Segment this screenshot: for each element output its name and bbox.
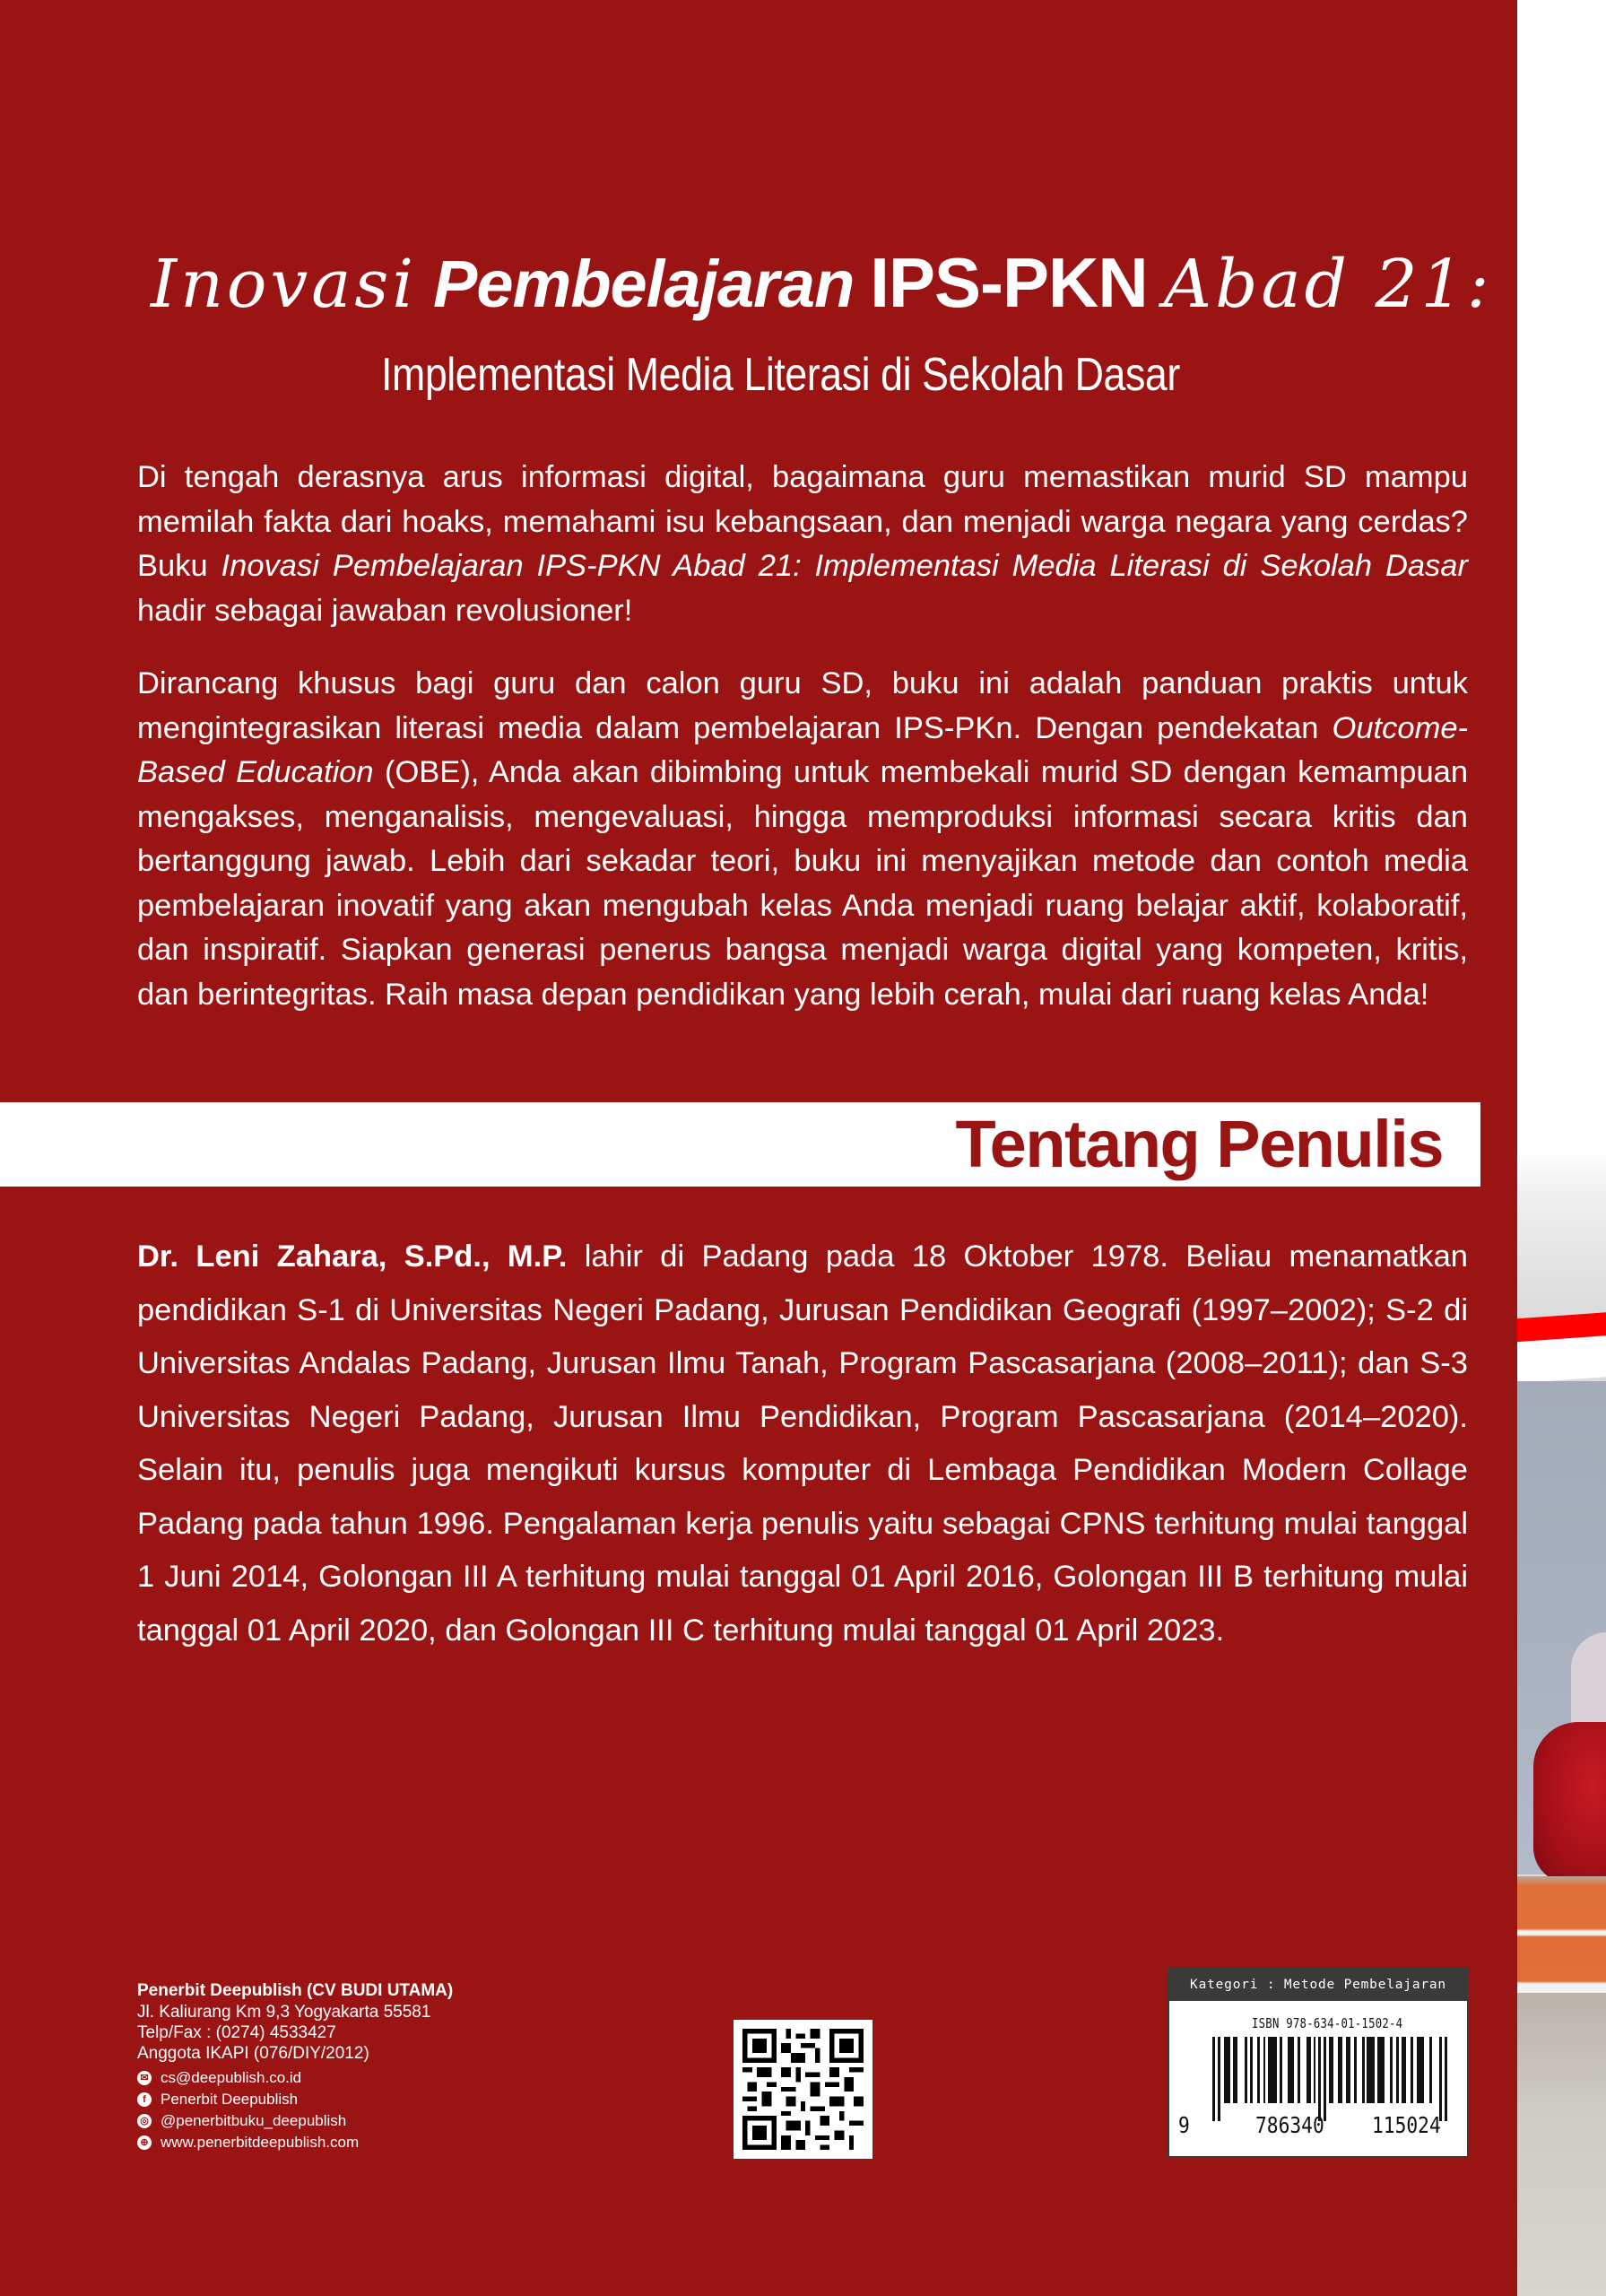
publisher-info (137, 1980, 453, 2153)
publisher-contacts (137, 2067, 453, 2153)
barcode-icon (1212, 2037, 1453, 2121)
title-word-pembelajaran: Pembelajaran (433, 247, 855, 321)
globe-icon: ⊕ (137, 2135, 152, 2150)
contact-email-text: cs@deepublish.co.id (161, 2069, 302, 2086)
contact-facebook-text: Penerbit Deepublish (161, 2091, 299, 2108)
blurb-p1-italic-title: Inovasi Pembelajaran IPS-PKN Abad 21: Implementasi Media Literasi di Sekolah Dasar (221, 549, 1468, 583)
blurb-p2-text: Dirancang khusus bagi guru dan calon guru SD, buku ini adalah panduan praktis untuk mengintegrasikan literasi media dalam pembelajaran IPS-PKn. Dengan pendekatan (137, 666, 1468, 745)
title-word-ips-pkn: IPS-PKN (870, 243, 1148, 322)
contact-website-text: www.penerbitdeepublish.com (161, 2134, 360, 2151)
book-subtitle: Implementasi Media Literasi di Sekolah Dasar (381, 349, 1180, 401)
publisher-name: Penerbit Deepublish (CV BUDI UTAMA) (137, 1981, 454, 2000)
author-name: Dr. Leni Zahara, S.Pd., M.P. (137, 1239, 568, 1274)
facebook-icon: f (137, 2092, 152, 2107)
contact-email[interactable] (137, 2067, 453, 2089)
author-bio-text: lahir di Padang pada 18 Oktober 1978. Beliau menamatkan pendidikan S-1 di Universitas Negeri Padang, Jurusan Pendidikan Geografi (1997–2002); S-2 di Universitas Andalas Padang, Jurusan Ilmu Tanah, Program Pascasarjana (2008–2011); dan S-3 Universitas Negeri Padang, Jurusan Ilmu Pendidikan, Program Pascasarjana (2014–2020). Selain itu, penulis juga mengikuti kursus komputer di Lembaga Pendidikan Modern Collage Padang pada tahun 1996. Pengalaman kerja penulis yaitu sebagai CPNS terhitung mulai tanggal 1 Juni 2014, Golongan III A terhitung mulai tanggal 01 April 2016, Golongan III B terhitung mulai tanggal 01 April 2020, dan Golongan III C terhitung mulai tanggal 01 April 2023. (137, 1239, 1468, 1648)
isbn-barcode-box (1168, 1967, 1469, 2158)
instagram-icon: ◎ (137, 2114, 152, 2128)
title-word-abad21: Abad 21: (1163, 246, 1493, 323)
barcode-lead-digit: 9 (1178, 2112, 1190, 2138)
qr-code-icon (742, 2029, 864, 2150)
photo-red-garment (1533, 1722, 1606, 1883)
qr-code[interactable] (734, 2020, 872, 2159)
publisher-phone: Telp/Fax : (0274) 4533427 (137, 2023, 336, 2042)
contact-website[interactable] (137, 2132, 453, 2153)
author-bio (137, 1231, 1468, 1657)
contact-instagram-text: @penerbitbuku_deepublish (161, 2112, 347, 2129)
cover-photo-strip (1517, 0, 1606, 2296)
blurb-paragraph-1 (137, 456, 1468, 633)
isbn-number: ISBN 978-634-01-1502-4 (1252, 2015, 1403, 2031)
title-word-inovasi: Inovasi (151, 246, 418, 323)
publisher-membership: Anggota IKAPI (076/DIY/2012) (137, 2044, 369, 2063)
book-category: Kategori : Metode Pembelajaran (1169, 1969, 1467, 2001)
blurb-paragraph-2 (137, 662, 1468, 1017)
photo-brick-ledge (1517, 1876, 1606, 1993)
email-icon: ✉ (137, 2071, 152, 2085)
photo-white-stripe (1517, 1335, 1606, 1383)
blurb-p1-text-end: hadir sebagai jawaban revolusioner! (137, 593, 633, 628)
blurb-p2-italic-term: Outcome-Based Education (137, 710, 1468, 789)
barcode-right-digits: 115024 (1372, 2112, 1441, 2138)
about-author-band (0, 1102, 1480, 1187)
title-main (151, 242, 1493, 324)
contact-facebook[interactable] (137, 2089, 453, 2110)
blurb-p2-text-end: (OBE), Anda akan dibimbing untuk membekali murid SD dengan kemampuan mengakses, menganalisis, mengevaluasi, hingga memproduksi informasi secara kritis dan bertanggung jawab. Lebih dari sekadar teori, buku ini menyajikan metode dan contoh media pembelajaran inovatif yang akan mengubah kelas Anda menjadi ruang belajar aktif, kolaboratif, dan inspiratif. Siapkan generasi penerus bangsa menjadi warga digital yang kompeten, kritis, dan berintegritas. Raih masa depan pendidikan yang lebih cerah, mulai dari ruang kelas Anda! (137, 755, 1469, 1012)
publisher-address: Jl. Kaliurang Km 9,3 Yogyakarta 55581 (137, 2003, 431, 2022)
about-author-heading: Tentang Penulis (955, 1107, 1443, 1181)
contact-instagram[interactable] (137, 2110, 453, 2132)
photo-ground (1517, 1993, 1606, 2296)
barcode-left-digits: 786340 (1255, 2112, 1324, 2138)
blurb-p1-text: Di tengah derasnya arus informasi digital, bagaimana guru memastikan murid SD mampu memilah fakta dari hoaks, memahami isu kebangsaan, dan menjadi warga negara yang cerdas? Buku (137, 460, 1468, 583)
